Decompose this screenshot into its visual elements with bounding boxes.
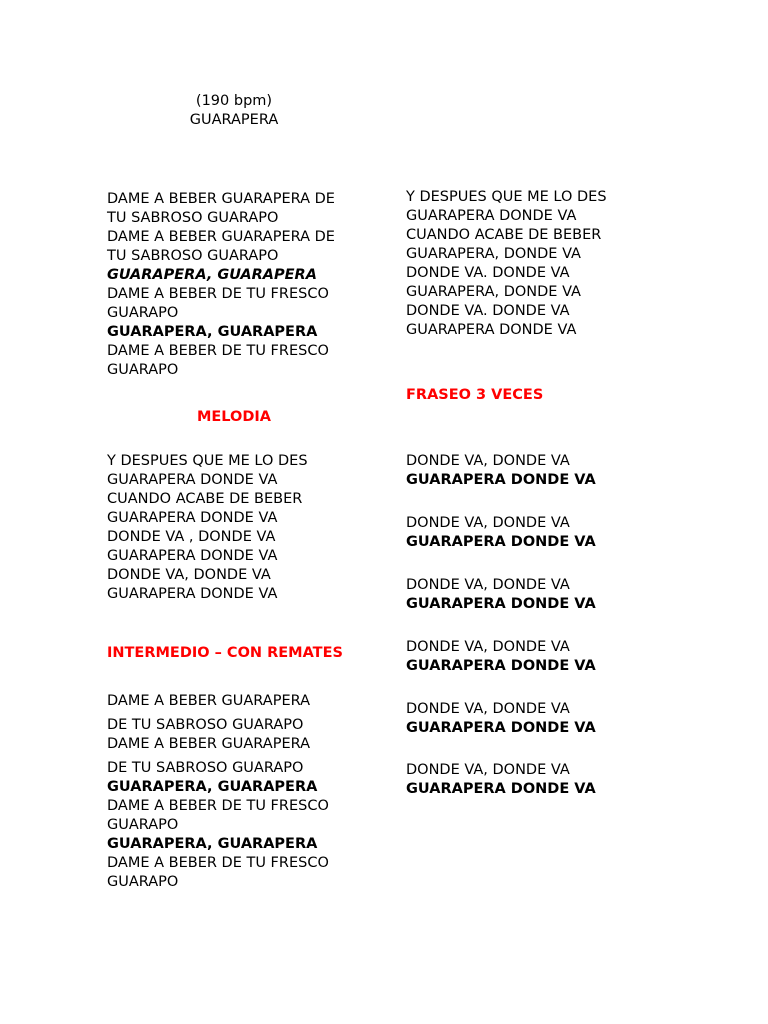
lyric-line: DAME A BEBER DE TU FRESCO: [107, 286, 329, 302]
lyric-line: DONDE VA. DONDE VA: [406, 265, 570, 281]
melodia-heading: MELODIA: [196, 409, 272, 425]
left-verse-3b: [107, 716, 310, 754]
fraseo-heading: FRASEO 3 VECES: [406, 387, 544, 403]
fraseo-line-bold: GUARAPERA DONDE VA: [406, 720, 596, 736]
lyric-line: Y DESPUES QUE ME LO DES: [406, 189, 607, 205]
fraseo-line-bold: GUARAPERA DONDE VA: [406, 472, 596, 488]
fraseo-pair: [406, 638, 596, 676]
lyric-line: DE TU SABROSO GUARAPO: [107, 717, 304, 733]
fraseo-pair: [406, 452, 596, 490]
title-bpm: (190 bpm): [195, 93, 273, 109]
lyric-line: GUARAPERA, GUARAPERA: [107, 324, 318, 340]
fraseo-line-bold: GUARAPERA DONDE VA: [406, 781, 596, 797]
lyric-line: DAME A BEBER GUARAPERA DE: [107, 229, 335, 245]
fraseo-line: DONDE VA, DONDE VA: [406, 701, 570, 717]
lyric-line: GUARAPERA, DONDE VA: [406, 284, 581, 300]
lyric-line: GUARAPO: [107, 817, 179, 833]
lyric-line: DAME A BEBER GUARAPERA: [107, 693, 311, 709]
intermedio-heading: INTERMEDIO – CON REMATES: [107, 645, 343, 661]
lyric-line: CUANDO ACABE DE BEBER: [406, 227, 602, 243]
page-title: [107, 92, 361, 130]
fraseo-line-bold: GUARAPERA DONDE VA: [406, 596, 596, 612]
left-verse-1: [107, 190, 335, 380]
lyric-line: GUARAPERA DONDE VA: [406, 208, 577, 224]
lyric-line: GUARAPERA, GUARAPERA: [107, 836, 318, 852]
lyric-line: CUANDO ACABE DE BEBER: [107, 491, 303, 507]
lyric-line: GUARAPERA DONDE VA: [107, 472, 278, 488]
fraseo-pair: [406, 514, 596, 552]
left-verse-3c: [107, 759, 329, 892]
lyric-line: DAME A BEBER DE TU FRESCO: [107, 798, 329, 814]
fraseo-pair: [406, 576, 596, 614]
lyric-line: GUARAPERA DONDE VA: [107, 548, 278, 564]
fraseo-line-bold: GUARAPERA DONDE VA: [406, 534, 596, 550]
lyric-line: GUARAPERA, GUARAPERA: [107, 267, 317, 283]
fraseo-line: DONDE VA, DONDE VA: [406, 453, 570, 469]
lyric-line: Y DESPUES QUE ME LO DES: [107, 453, 308, 469]
lyric-line: GUARAPERA DONDE VA: [406, 322, 577, 338]
lyric-line: DAME A BEBER DE TU FRESCO: [107, 343, 329, 359]
lyric-line: DAME A BEBER GUARAPERA: [107, 736, 311, 752]
lyric-line: DONDE VA, DONDE VA: [107, 567, 271, 583]
fraseo-line: DONDE VA, DONDE VA: [406, 762, 570, 778]
lyric-line: GUARAPO: [107, 362, 179, 378]
lyric-line: DONDE VA. DONDE VA: [406, 303, 570, 319]
lyric-line: DAME A BEBER GUARAPERA DE: [107, 191, 335, 207]
lyric-line: TU SABROSO GUARAPO: [107, 210, 279, 226]
lyric-line: DAME A BEBER DE TU FRESCO: [107, 855, 329, 871]
lyric-line: TU SABROSO GUARAPO: [107, 248, 279, 264]
lyric-line: GUARAPERA DONDE VA: [107, 586, 278, 602]
lyric-line: GUARAPO: [107, 874, 179, 890]
fraseo-line-bold: GUARAPERA DONDE VA: [406, 658, 596, 674]
left-verse-2: [107, 452, 308, 604]
fraseo-pair: [406, 761, 596, 799]
fraseo-line: DONDE VA, DONDE VA: [406, 515, 570, 531]
fraseo-pair: [406, 700, 596, 738]
lyric-line: GUARAPERA DONDE VA: [107, 510, 278, 526]
title-song: GUARAPERA: [189, 112, 279, 128]
lyric-line: DE TU SABROSO GUARAPO: [107, 760, 304, 776]
right-verse-1: [406, 188, 607, 340]
fraseo-line: DONDE VA, DONDE VA: [406, 639, 570, 655]
left-verse-3a: [107, 692, 310, 711]
lyric-line: GUARAPERA, GUARAPERA: [107, 779, 318, 795]
fraseo-line: DONDE VA, DONDE VA: [406, 577, 570, 593]
lyric-line: GUARAPERA, DONDE VA: [406, 246, 581, 262]
lyric-line: GUARAPO: [107, 305, 179, 321]
lyric-line: DONDE VA , DONDE VA: [107, 529, 276, 545]
